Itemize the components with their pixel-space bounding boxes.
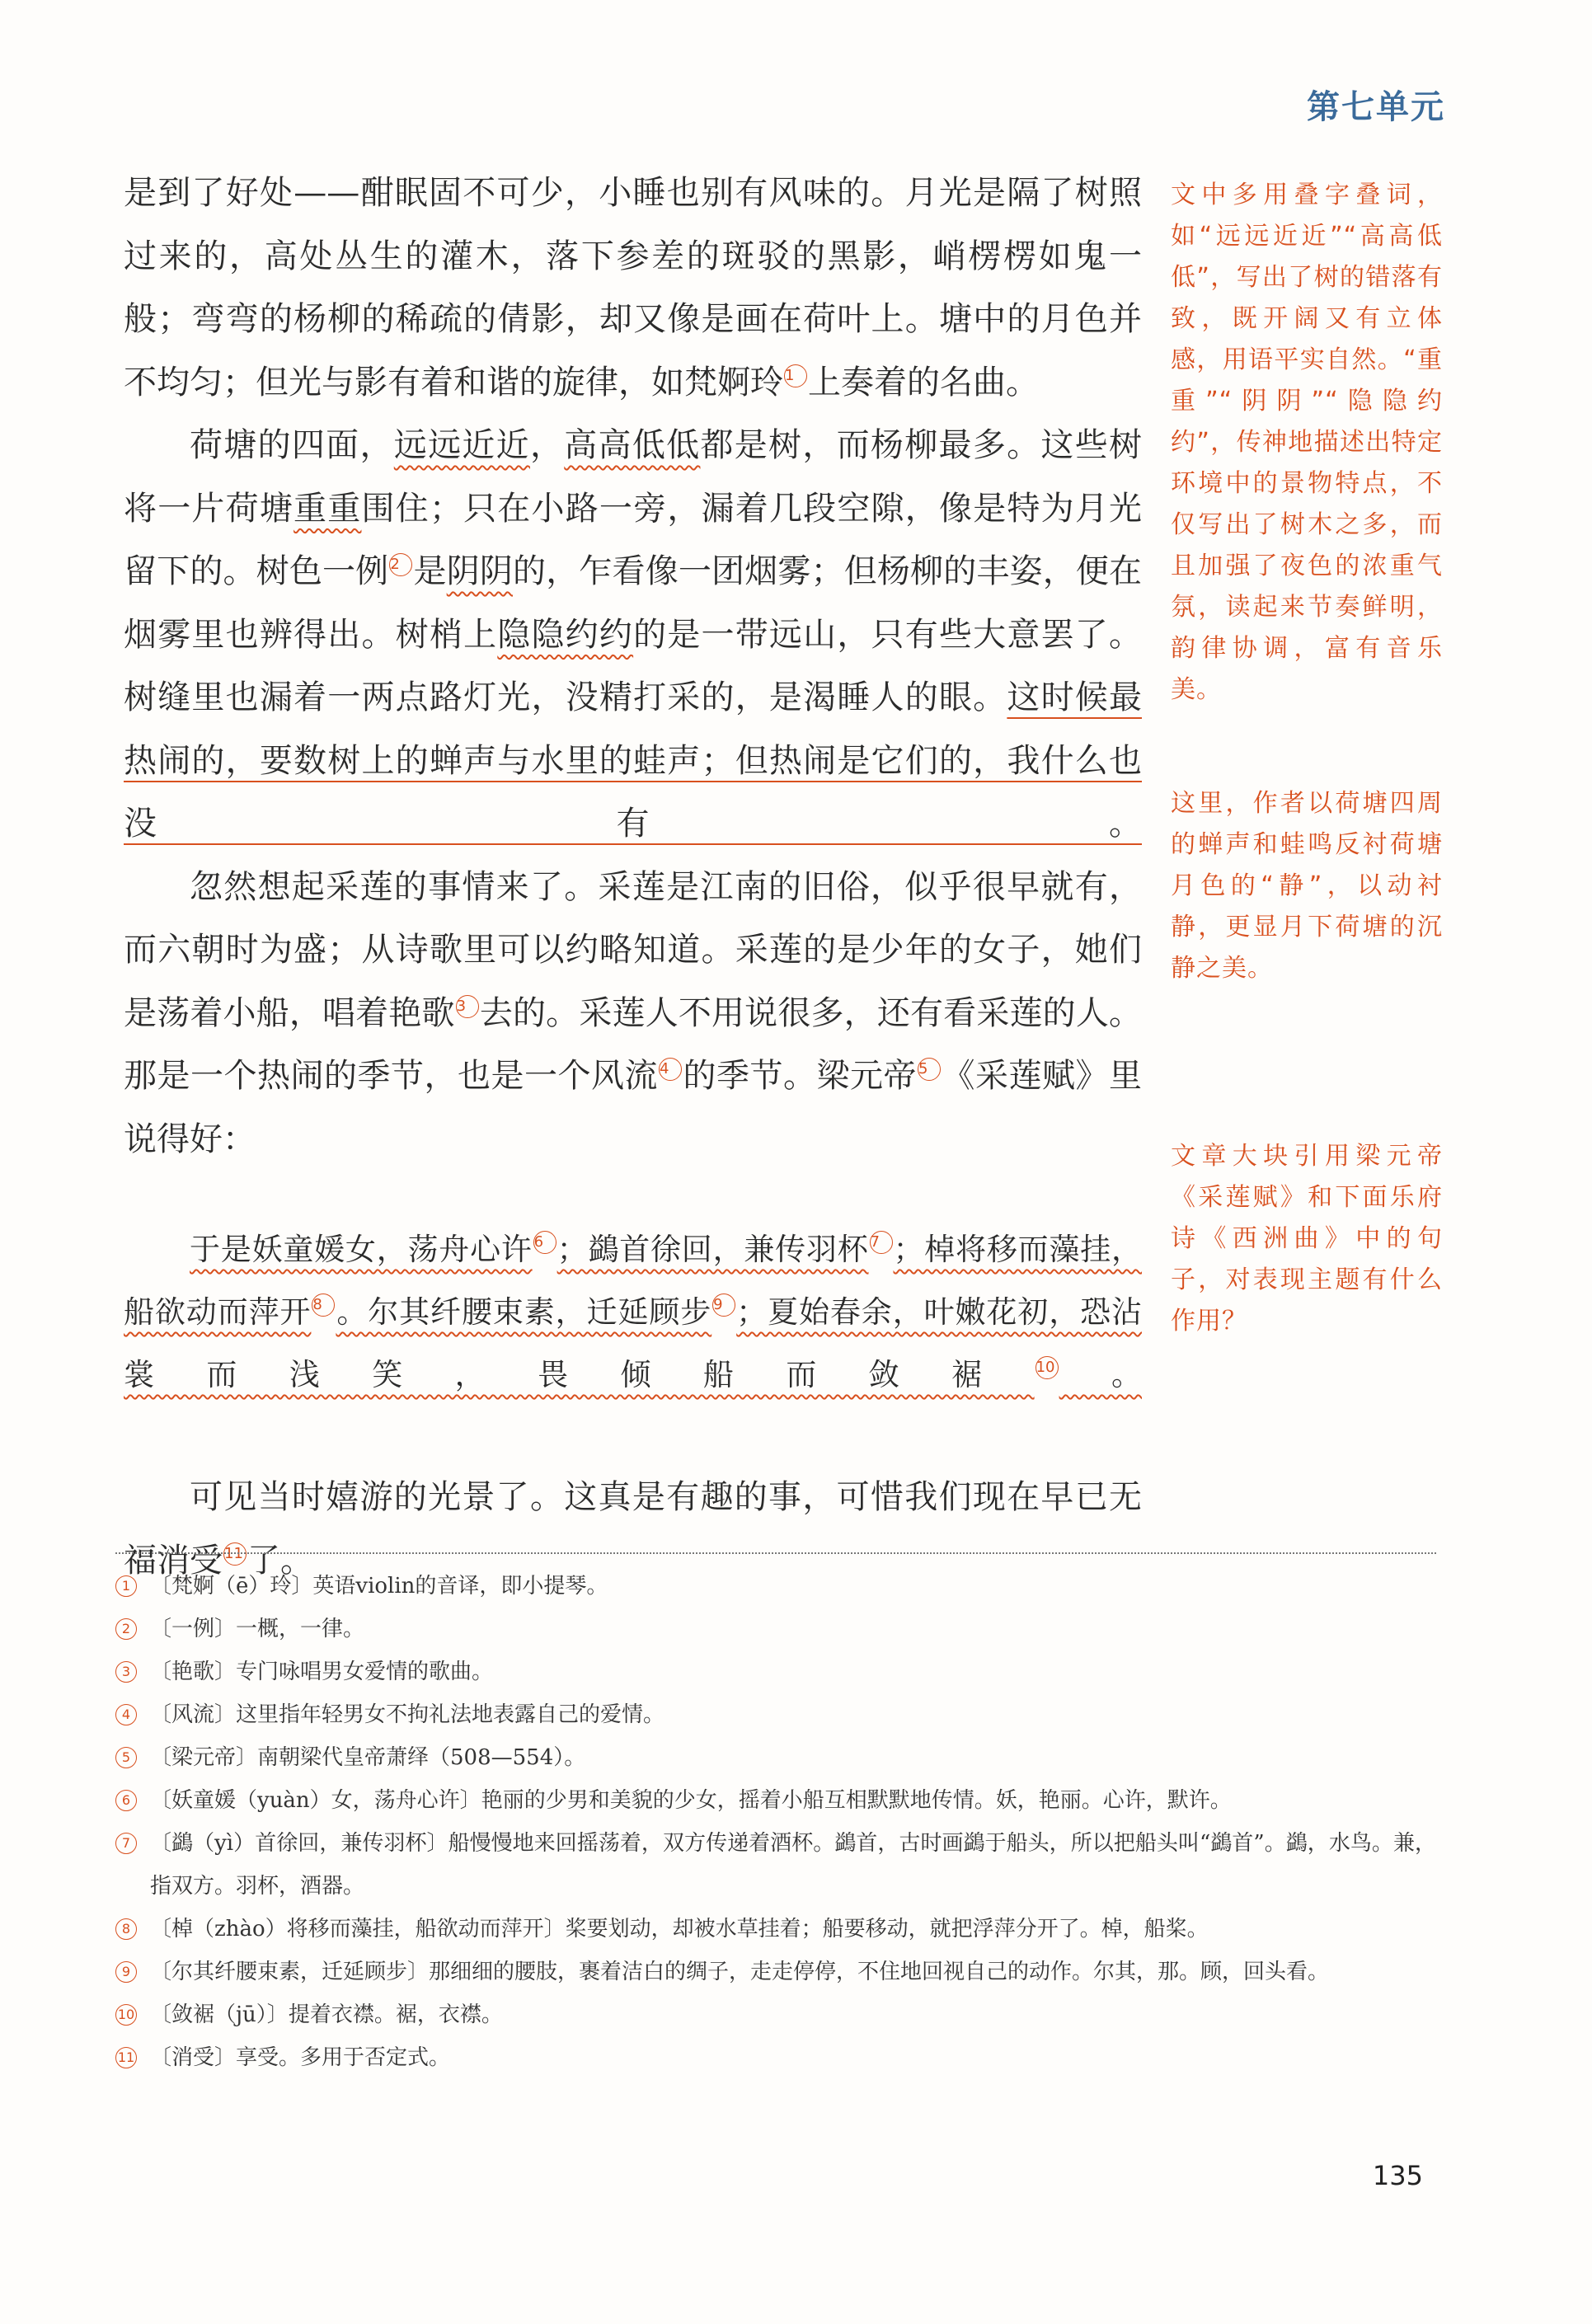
text-run: 去的。采莲人不用说很多，还有看采莲的人。那是一个热闹的季节，也是一个风流 xyxy=(124,993,1143,1095)
footnote-marker-5: 5 xyxy=(918,1058,941,1081)
footnote-term: 〔消受〕 xyxy=(150,2045,237,2070)
text-run: 是 xyxy=(413,552,447,590)
footnote-text: 一概，一律。 xyxy=(236,1617,365,1641)
text-run: 忽然想起采莲的事情来了。采莲是江南的旧俗，似乎很早就有，而六朝时为盛；从诗歌里可以约略知道。采莲的是少年的女子，她们是荡着小船，唱着艳歌 xyxy=(124,867,1142,1032)
quote-text xyxy=(124,1232,1142,1392)
text-run: 荷塘的四面， xyxy=(190,426,394,464)
footnote-term: 〔一例〕 xyxy=(150,1617,237,1641)
text-run: ， xyxy=(529,426,565,464)
paragraph-2 xyxy=(124,414,1142,856)
text-run: 。尔其纤腰束素，迁延顾步 xyxy=(336,1294,712,1330)
footnote-term: 〔敛裾（jū）〕 xyxy=(150,2002,289,2027)
text-run: 是到了好处——酣眠固不可少，小睡也别有风味的。月光是隔了树照过来的，高处丛生的灌木，落下参差的斑驳的黑影，峭楞楞如鬼一般；弯弯的杨柳的稀疏的倩影，却又像是画在荷叶上。塘中的月色并不均匀；但光与影有着和谐的旋律，如梵婀玲 xyxy=(124,174,1142,401)
footnote-number: 9 xyxy=(115,1961,137,1983)
footnotes xyxy=(115,1565,1436,2079)
footnote-text: 这里指年轻男女不拘礼法地表露自己的爱情。 xyxy=(236,1702,665,1727)
footnote-term: 〔风流〕 xyxy=(150,1702,237,1727)
footnote-number: 1 xyxy=(115,1575,137,1597)
side-note-2: 这里，作者以荷塘四周的蝉声和蛙鸣反衬荷塘月色的“静”，以动衬静，更显月下荷塘的沉静之美。 xyxy=(1171,789,1443,983)
highlight-wavy: 重重 xyxy=(294,489,362,528)
text-run: ；棹将移而藻挂，船欲动而萍开 xyxy=(124,1232,1143,1330)
footnote-marker-11: 11 xyxy=(223,1542,247,1566)
footnote-text: 船慢慢地来回摇荡着，双方传递着酒杯。鷁首，古时画鷁于船头，所以把船头叫“鷁首”。鷁，水鸟。兼，指双方。羽杯，酒器。 xyxy=(150,1831,1436,1899)
footnote-text: 专门咏唱男女爱情的歌曲。 xyxy=(236,1660,494,1684)
footnote-text: 提着衣襟。裾，衣襟。 xyxy=(288,2002,503,2027)
paragraph-1 xyxy=(124,162,1142,414)
text-run: ；鷁首徐回，兼传羽杯 xyxy=(556,1232,869,1267)
footnote-10 xyxy=(115,1993,1436,2036)
footnote-term: 〔妖童媛（yuàn）女，荡舟心许〕 xyxy=(150,1788,481,1813)
footnote-marker-7: 7 xyxy=(870,1231,893,1254)
footnote-5 xyxy=(115,1736,1436,1779)
footnote-number: 3 xyxy=(115,1661,137,1683)
highlight-wavy: 高高低低 xyxy=(564,426,701,464)
footnote-3 xyxy=(115,1650,1436,1693)
main-text xyxy=(124,162,1142,1592)
footnote-term: 〔梁元帝〕 xyxy=(150,1745,258,1770)
footnote-term: 〔艳歌〕 xyxy=(150,1660,237,1684)
footnote-text: 英语violin的音译，即小提琴。 xyxy=(312,1574,608,1599)
footnote-8 xyxy=(115,1908,1436,1951)
text-run: 了。 xyxy=(247,1541,313,1580)
text-run: 可见当时嬉游的光景了。这真是有趣的事，可惜我们现在早已无福消受 xyxy=(124,1478,1142,1580)
highlight-wavy: 远远近近 xyxy=(393,426,530,464)
footnote-number: 6 xyxy=(115,1790,137,1811)
footnote-number: 7 xyxy=(115,1833,137,1854)
footnote-term: 〔棹（zhào）将移而藻挂，船欲动而萍开〕 xyxy=(150,1917,566,1941)
footnote-text: 享受。多用于否定式。 xyxy=(236,2045,451,2070)
text-run: 围住；只在小路一旁，漏着几段空隙，像是特为月光留下的。树色一例 xyxy=(124,489,1143,590)
text-run: 于是妖童媛女，荡舟心许 xyxy=(190,1232,533,1267)
footnote-marker-4: 4 xyxy=(659,1058,682,1081)
footnote-text: 桨要划动，却被水草挂着；船要移动，就把浮萍分开了。棹，船桨。 xyxy=(565,1917,1209,1941)
footnote-marker-10: 10 xyxy=(1036,1356,1059,1379)
footnote-marker-8: 8 xyxy=(312,1293,335,1317)
highlight-wavy: 阴阴 xyxy=(446,552,514,590)
paragraph-3 xyxy=(124,856,1142,1171)
footnote-4 xyxy=(115,1693,1436,1736)
text-run: 都是树，而杨柳最多。这些树将一片荷塘 xyxy=(124,426,1143,528)
footnote-2 xyxy=(115,1608,1436,1650)
footnote-number: 8 xyxy=(115,1918,137,1940)
highlight-underline: 这时候最热闹的，要数树上的蝉声与水里的蛙声；但热闹是它们的，我什么也没有。 xyxy=(124,678,1143,843)
footnote-number: 5 xyxy=(115,1747,137,1768)
quoted-passage xyxy=(124,1218,1142,1406)
footnote-text: 南朝梁代皇帝萧绎（508—554）。 xyxy=(257,1745,586,1770)
footnote-number: 11 xyxy=(115,2047,137,2068)
text-run: 的是一带远山，只有些大意罢了。树缝里也漏着一两点路灯光，没精打采的，是渴睡人的眼。 xyxy=(124,615,1143,716)
footnote-number: 10 xyxy=(115,2004,137,2026)
footnote-text: 艳丽的少男和美貌的少女，摇着小船互相默默地传情。妖，艳丽。心许，默许。 xyxy=(481,1788,1232,1813)
text-run: 的，乍看像一团烟雾；但杨柳的丰姿，便在烟雾里也辨得出。树梢上 xyxy=(124,552,1143,654)
footnote-number: 2 xyxy=(115,1618,137,1640)
highlight-wavy: 隐隐约约 xyxy=(497,615,634,654)
footnote-11 xyxy=(115,2036,1436,2079)
footnote-7 xyxy=(115,1822,1436,1908)
page-number: 135 xyxy=(1372,2160,1423,2191)
footnote-9 xyxy=(115,1951,1436,1993)
unit-title: 第七单元 xyxy=(1307,88,1445,126)
text-run: 的季节。梁元帝 xyxy=(683,1057,917,1095)
side-note-1: 文中多用叠字叠词，如“远远近近”“高高低低”，写出了树的错落有致，既开阔又有立体感，用语平实自然。“重重”“阴阴”“隐隐约约”，传神地描述出特定环境中的景物特点，不仅写出了树木之多，而且加强了夜色的浓重气氛，读起来节奏鲜明，韵律协调，富有音乐美。 xyxy=(1171,181,1443,704)
text-run: ；夏始春余，叶嫩花初，恐沾裳而浅笑，畏倾船而敛裾 xyxy=(124,1294,1143,1392)
footnote-1 xyxy=(115,1565,1436,1608)
footnote-marker-6: 6 xyxy=(533,1231,556,1254)
footnote-marker-2: 2 xyxy=(389,553,412,576)
footnote-term: 〔鷁（yì）首徐回，兼传羽杯〕 xyxy=(150,1831,448,1856)
footnote-number: 4 xyxy=(115,1704,137,1725)
footnote-marker-9: 9 xyxy=(712,1293,735,1317)
footnote-marker-3: 3 xyxy=(456,995,479,1018)
text-run: 上奏着的名曲。 xyxy=(808,363,1039,401)
footnote-text: 那细细的腰肢，裹着洁白的绸子，走走停停，不住地回视自己的动作。尔其，那。顾，回头看。 xyxy=(429,1960,1330,1984)
side-note-3: 文章大块引用梁元帝《采莲赋》和下面乐府诗《西洲曲》中的句子，对表现主题有什么作用？ xyxy=(1171,1142,1443,1336)
footnote-term: 〔尔其纤腰束素，迁延顾步〕 xyxy=(150,1960,430,1984)
footnote-term: 〔梵婀（ē）玲〕 xyxy=(150,1574,313,1599)
footnote-divider xyxy=(115,1552,1436,1554)
text-run: 《采莲赋》里说得好： xyxy=(124,1057,1142,1158)
text-run: 。 xyxy=(1059,1357,1143,1392)
footnote-marker-1: 1 xyxy=(784,364,807,387)
footnote-6 xyxy=(115,1779,1436,1822)
